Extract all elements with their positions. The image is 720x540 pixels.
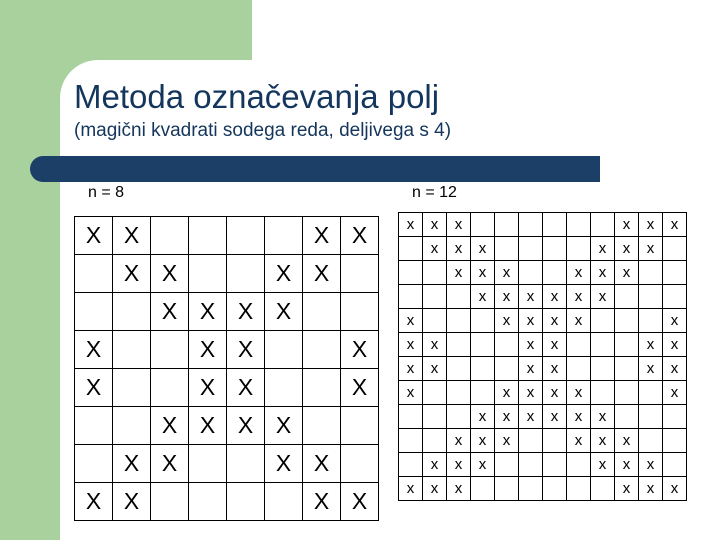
grid-cell [615,381,639,405]
grid-cell: x [591,405,615,429]
grid-cell: x [399,213,423,237]
grid-cell [591,333,615,357]
grid-cell [189,483,227,521]
magic-square-grid-12 [398,212,687,501]
grid-cell [265,331,303,369]
grid-8-label: n = 8 [88,184,125,201]
grid-cell [151,483,189,521]
grid-cell [151,369,189,407]
grid-cell [227,483,265,521]
grid-cell: X [303,483,341,521]
grid-cell [399,261,423,285]
grid-cell [423,405,447,429]
grid-cell [495,453,519,477]
grid-cell: x [639,357,663,381]
grid-cell [519,453,543,477]
grid-cell [189,445,227,483]
grid-cell: x [543,357,567,381]
grid-cell: X [303,445,341,483]
grid-cell: x [471,453,495,477]
grid-cell: x [471,261,495,285]
grid-cell: X [341,483,379,521]
grid-cell [639,285,663,309]
grid-cell [639,309,663,333]
grid-cell [591,213,615,237]
grid-cell: x [423,357,447,381]
grid-cell: X [303,255,341,293]
grid-cell [471,213,495,237]
grid-cell [303,407,341,445]
grid-cell [495,237,519,261]
grid-row [399,381,687,405]
title-divider-bar [30,156,600,182]
grid-cell: x [399,333,423,357]
grid-cell: x [663,357,687,381]
grid-cell [543,261,567,285]
grid-cell [639,429,663,453]
grid-cell [447,357,471,381]
grid-cell [567,357,591,381]
grid-cell [543,453,567,477]
grid-cell: X [341,217,379,255]
grid-cell: X [75,483,113,521]
grid-cell: x [447,453,471,477]
grid-cell: x [567,261,591,285]
grid-cell [591,357,615,381]
grid-cell: x [567,309,591,333]
grid-cell: x [663,309,687,333]
grid-cell: x [519,357,543,381]
grid-cell [567,333,591,357]
grid-cell [303,369,341,407]
grid-cell: x [543,309,567,333]
grid-cell [447,381,471,405]
grid-cell [519,261,543,285]
grid-cell [495,333,519,357]
grid-cell: X [265,293,303,331]
grid-cell [495,477,519,501]
grid-cell [543,237,567,261]
grid-cell: X [303,217,341,255]
grid-cell: x [567,285,591,309]
grid-cell: x [399,357,423,381]
grid-cell: x [615,261,639,285]
grid-cell [227,445,265,483]
grid-cell: X [341,369,379,407]
grid-cell [399,429,423,453]
grid-cell [567,477,591,501]
grid-cell [423,261,447,285]
grid-cell: x [663,477,687,501]
grid-row [399,237,687,261]
grid-cell: x [567,381,591,405]
grid-cell: X [227,407,265,445]
grid-cell: x [591,429,615,453]
grid-cell: x [399,309,423,333]
grid-cell [615,405,639,429]
grid-cell: X [227,293,265,331]
grid-cell [639,405,663,429]
grid-cell [495,357,519,381]
grid-cell [341,445,379,483]
grid-cell [495,213,519,237]
grid-cell [151,217,189,255]
grid-cell [341,407,379,445]
grid-cell: x [591,237,615,261]
grid-cell: x [471,237,495,261]
grid-cell: x [591,285,615,309]
grid-row [75,483,379,521]
grid-12-label: n = 12 [412,184,457,201]
grid-cell [471,381,495,405]
grid-cell [423,309,447,333]
grid-cell: x [519,309,543,333]
grid-cell: x [519,405,543,429]
grid-cell: x [639,453,663,477]
grid-cell: x [615,453,639,477]
grid-cell: x [639,477,663,501]
grid-cell: x [447,429,471,453]
grid-cell: x [519,333,543,357]
grid-cell [663,261,687,285]
grid-cell: X [151,445,189,483]
grid-cell [75,255,113,293]
grid-cell [423,381,447,405]
grid-cell [75,293,113,331]
grid-row [75,331,379,369]
grid-cell [543,477,567,501]
grid-cell [471,309,495,333]
grid-row [75,407,379,445]
grid-cell: x [399,381,423,405]
grid-cell: x [423,453,447,477]
grid-cell: x [615,477,639,501]
grid-cell: x [399,477,423,501]
grid-cell: x [639,213,663,237]
grid-cell: X [151,407,189,445]
grid-cell [567,237,591,261]
grid-cell [113,331,151,369]
grid-cell: X [189,407,227,445]
grid-cell: X [189,293,227,331]
grid-cell: x [423,477,447,501]
grid-cell [423,429,447,453]
grid-cell: x [423,213,447,237]
grid-cell [615,285,639,309]
grid-cell: x [471,429,495,453]
grid-cell [639,261,663,285]
grid-cell [265,483,303,521]
grid-cell [227,255,265,293]
grid-cell [189,255,227,293]
grid-cell: x [495,285,519,309]
grid-cell: x [543,405,567,429]
grid-cell [399,237,423,261]
grid-cell: X [189,369,227,407]
grid-row [399,333,687,357]
grid-cell: X [113,217,151,255]
grid-cell: x [639,333,663,357]
grid-row [399,357,687,381]
grid-cell: X [227,331,265,369]
grid-row [399,453,687,477]
grid-cell [615,333,639,357]
grid-cell: X [265,255,303,293]
grid-cell: X [151,255,189,293]
grid-cell [75,407,113,445]
grid-cell [341,293,379,331]
grid-cell [663,453,687,477]
grid-cell: x [423,333,447,357]
grid-cell: x [543,333,567,357]
grid-cell: x [495,405,519,429]
grid-cell: x [495,309,519,333]
grid-cell: X [265,407,303,445]
grid-row [75,217,379,255]
grid-cell: X [113,255,151,293]
grid-cell [591,309,615,333]
grid-cell: x [447,237,471,261]
grid-cell [341,255,379,293]
grid-cell [447,285,471,309]
grid-cell [567,453,591,477]
grid-cell: x [567,429,591,453]
grid-cell: X [189,331,227,369]
page-title: Metoda označevanja polj [74,78,440,115]
grid-row [399,285,687,309]
grid-cell [447,405,471,429]
grid-cell [189,217,227,255]
grid-cell [423,285,447,309]
grid-cell [567,213,591,237]
grid-row [75,369,379,407]
grid-cell [265,217,303,255]
grid-cell: x [495,261,519,285]
grid-cell: X [75,331,113,369]
grid-row [399,477,687,501]
grid-cell [615,357,639,381]
grid-cell: x [519,381,543,405]
grid-cell: x [543,285,567,309]
grid-cell [399,453,423,477]
grid-cell: x [447,213,471,237]
grid-cell [663,429,687,453]
grid-cell: x [615,429,639,453]
grid-cell: x [447,261,471,285]
grid-cell [399,405,423,429]
grid-cell: X [151,293,189,331]
grid-cell: x [591,453,615,477]
grid-cell: x [663,381,687,405]
grid-cell [303,331,341,369]
grid-row [399,309,687,333]
grid-cell: x [471,285,495,309]
grid-cell [519,477,543,501]
grid-cell [227,217,265,255]
grid-cell: X [113,483,151,521]
grid-row [399,213,687,237]
grid-cell [113,407,151,445]
grid-cell [471,357,495,381]
grid-cell: x [423,237,447,261]
grid-cell: x [639,237,663,261]
grid-cell [663,237,687,261]
grid-cell [639,381,663,405]
grid-cell: x [495,381,519,405]
grid-cell [543,429,567,453]
grid-cell [151,331,189,369]
grid-cell [519,429,543,453]
grid-cell: X [75,217,113,255]
grid-cell: x [471,405,495,429]
grid-cell: x [663,333,687,357]
grid-cell: x [663,213,687,237]
grid-row [399,429,687,453]
page-subtitle: (magični kvadrati sodega reda, deljivega s 4) [74,120,452,141]
grid-row [399,405,687,429]
grid-cell [519,237,543,261]
grid-cell: x [519,285,543,309]
grid-cell [265,369,303,407]
magic-square-grid-8 [74,216,379,521]
grid-cell: X [113,445,151,483]
grid-cell [113,369,151,407]
grid-cell [471,333,495,357]
grid-cell [113,293,151,331]
grid-cell [663,405,687,429]
grid-cell [303,293,341,331]
grid-cell: X [227,369,265,407]
grid-cell: x [495,429,519,453]
grid-cell: x [615,237,639,261]
grid-cell [591,477,615,501]
grid-cell [75,445,113,483]
grid-cell [615,309,639,333]
grid-cell: X [75,369,113,407]
grid-cell [399,285,423,309]
grid-cell: x [567,405,591,429]
grid-row [75,293,379,331]
grid-cell: x [543,381,567,405]
grid-cell: x [447,477,471,501]
grid-cell [543,213,567,237]
grid-row [75,255,379,293]
grid-row [75,445,379,483]
grid-cell: X [265,445,303,483]
grid-cell [447,333,471,357]
grid-cell: x [591,261,615,285]
grid-cell [663,285,687,309]
grid-cell: X [341,331,379,369]
grid-cell [447,309,471,333]
grid-cell [519,213,543,237]
grid-cell [591,381,615,405]
grid-cell [471,477,495,501]
grid-row [399,261,687,285]
grid-cell: x [615,213,639,237]
